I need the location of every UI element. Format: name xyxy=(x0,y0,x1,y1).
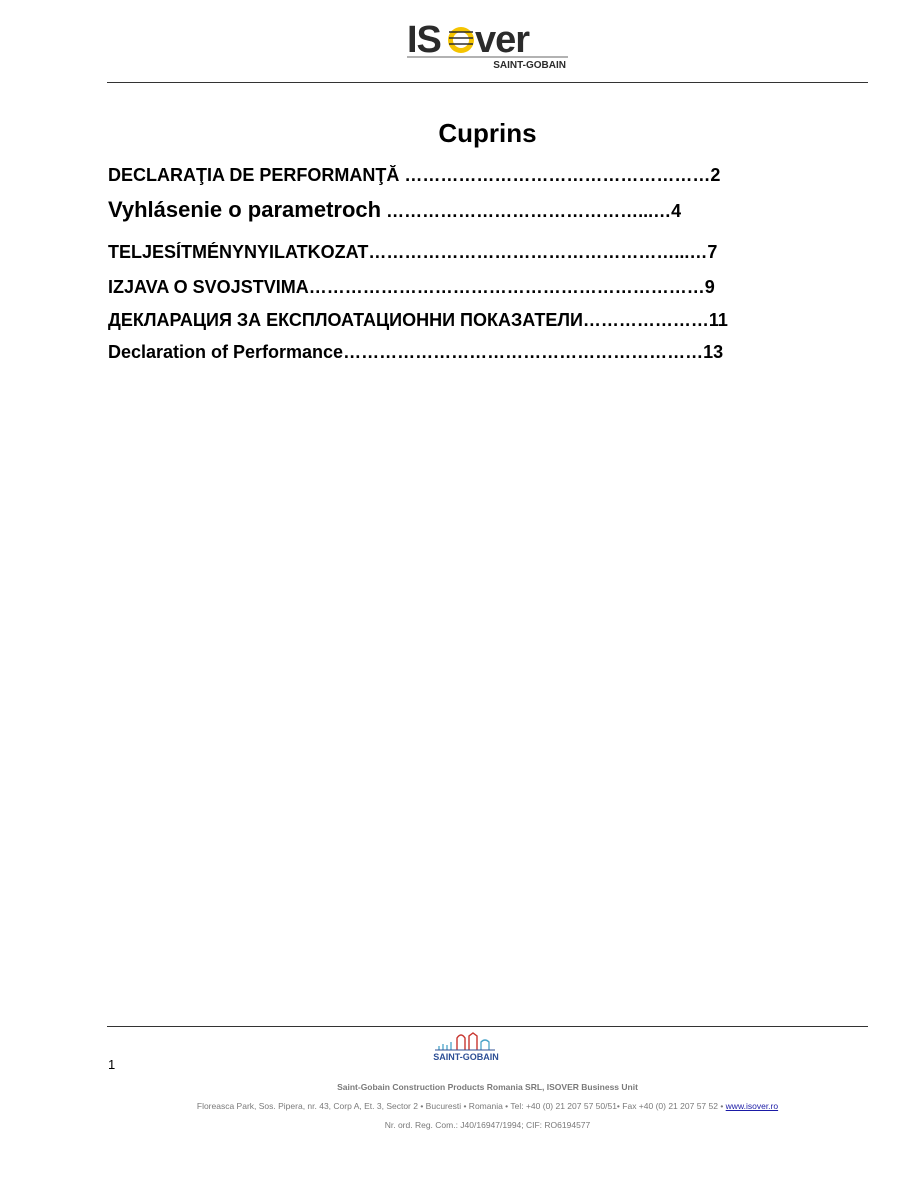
footer-divider xyxy=(107,1026,868,1027)
toc-entry-page: 4 xyxy=(671,201,682,221)
header-divider xyxy=(107,82,868,83)
svg-text:SAINT-GOBAIN: SAINT-GOBAIN xyxy=(493,60,566,71)
toc-entry-label: TELJESÍTMÉNYNYILATKOZAT xyxy=(108,242,369,262)
footer-address xyxy=(0,1101,919,1111)
toc-entry-label: ДЕКЛАРАЦИЯ ЗА ЕКСПЛОАТАЦИОННИ ПОКАЗАТЕЛИ xyxy=(108,310,583,330)
toc-entry-page: 9 xyxy=(704,277,715,297)
toc-entry-declaration[interactable] xyxy=(108,342,723,363)
toc-entry-label: Vyhlásenie o parametroch xyxy=(108,197,382,222)
page-number: 1 xyxy=(108,1057,116,1072)
saint-gobain-logo xyxy=(429,1030,503,1064)
isover-logo xyxy=(405,18,571,72)
toc-entry-page: 11 xyxy=(708,310,728,330)
svg-text:SAINT-GOBAIN: SAINT-GOBAIN xyxy=(433,1052,499,1062)
website-link[interactable]: www.isover.ro xyxy=(725,1101,779,1111)
toc-entry-vyhlasenie[interactable] xyxy=(108,197,681,223)
toc-entry-label: IZJAVA O SVOJSTVIMA xyxy=(108,277,309,297)
toc-entry-page: 7 xyxy=(707,242,718,262)
skyline-icon xyxy=(435,1033,495,1050)
svg-text:IS: IS xyxy=(407,19,441,61)
toc-entry-leader: ……………………………………...… xyxy=(381,201,672,221)
toc-entry-leader: …………………………………………………… xyxy=(343,342,704,362)
toc-entry-page: 13 xyxy=(703,342,724,362)
svg-text:ver: ver xyxy=(475,19,530,61)
toc-entry-leader: ………………… xyxy=(582,310,709,330)
toc-entry-leader: ……………………………………………...… xyxy=(368,242,708,262)
footer-company: Saint-Gobain Construction Products Romania SRL, ISOVER Business Unit xyxy=(337,1082,638,1092)
toc-entry-label: Declaration of Performance xyxy=(108,342,344,362)
toc-entry-leader: …………………………………………… xyxy=(399,165,711,185)
toc-entry-teljesitmeny[interactable] xyxy=(108,242,717,263)
toc-entry-izjava[interactable] xyxy=(108,277,715,298)
toc-entry-leader: ………………………………………………………… xyxy=(308,277,705,297)
toc-entry-page: 2 xyxy=(710,165,721,185)
toc-entry-label: DECLARAŢIA DE PERFORMANŢĂ xyxy=(108,165,400,185)
toc-entry-declaratia[interactable] xyxy=(108,165,720,186)
toc-entry-deklaraciya[interactable] xyxy=(108,310,728,331)
footer-address-text: Floreasca Park, Sos. Pipera, nr. 43, Corp A, Et. 3, Sector 2 • Bucuresti • Romania • Tel: +40 (0) 21 207 57 50/51• Fax +40 (0) 21 207 57 52 • xyxy=(196,1101,726,1111)
toc-title: Cuprins xyxy=(438,118,537,148)
footer-registry: Nr. ord. Reg. Com.: J40/16947/1994; CIF: RO6194577 xyxy=(384,1120,591,1130)
